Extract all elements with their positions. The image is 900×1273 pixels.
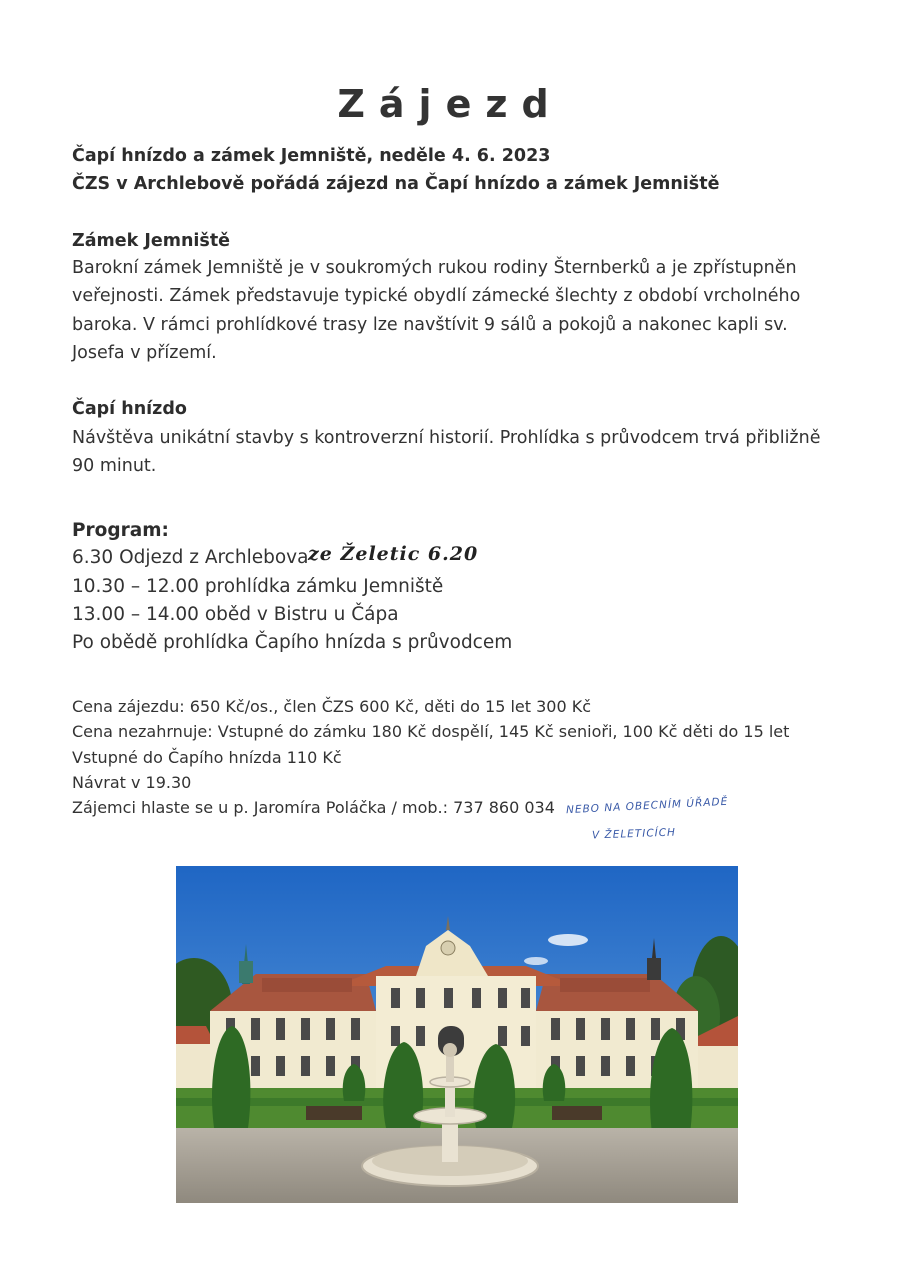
- program-heading: Program:: [72, 520, 169, 541]
- organizer-line: ČZS v Archlebově pořádá zájezd na Čapí hnízdo a zámek Jemniště: [72, 174, 720, 194]
- event-subtitle: Čapí hnízdo a zámek Jemniště, neděle 4. 6. 2023: [72, 146, 551, 166]
- entry-fee-line: Vstupné do Čapího hnízda 110 Kč: [72, 748, 342, 767]
- program-item: 10.30 – 12.00 prohlídka zámku Jemniště: [72, 576, 444, 597]
- handwritten-contact-note: V ŽELETICÍCH: [591, 826, 677, 842]
- program-item: Po obědě prohlídka Čapího hnízda s průvodcem: [72, 632, 513, 653]
- return-time-line: Návrat v 19.30: [72, 773, 192, 792]
- paragraph-line: baroka. V rámci prohlídkové trasy lze navštívit 9 sálů a pokojů a nakonec kapli sv.: [72, 315, 788, 335]
- castle-photo: [176, 866, 738, 1203]
- paragraph-line: Návštěva unikátní stavby s kontroverzní historií. Prohlídka s průvodcem trvá přibližně: [72, 428, 821, 448]
- price-line: Cena zájezdu: 650 Kč/os., člen ČZS 600 Kč, děti do 15 let 300 Kč: [72, 697, 592, 716]
- handwritten-contact-note: NEBO NA OBECNÍM ÚŘADĚ: [565, 795, 729, 817]
- section-heading-capi-hnizdo: Čapí hnízdo: [72, 399, 187, 419]
- price-exclusions-line: Cena nezahrnuje: Vstupné do zámku 180 Kč dospělí, 145 Kč senioři, 100 Kč děti do 15 let: [72, 722, 790, 741]
- contact-line: Zájemci hlaste se u p. Jaromíra Poláčka / mob.: 737 860 034: [72, 798, 555, 817]
- paragraph-line: veřejnosti. Zámek představuje typické obydlí zámecké šlechty z období vrcholného: [72, 286, 801, 306]
- page-title: Zájezd: [337, 82, 563, 126]
- handwritten-note: ze Želetic 6.20: [308, 543, 479, 565]
- program-item: 13.00 – 14.00 oběd v Bistru u Čápa: [72, 604, 399, 625]
- section-heading-jemniste: Zámek Jemniště: [72, 231, 231, 251]
- paragraph-line: Josefa v přízemí.: [72, 343, 217, 363]
- paragraph-line: 90 minut.: [72, 456, 157, 476]
- paragraph-line: Barokní zámek Jemniště je v soukromých rukou rodiny Šternberků a je zpřístupněn: [72, 258, 797, 278]
- program-item: 6.30 Odjezd z Archlebova: [72, 547, 309, 568]
